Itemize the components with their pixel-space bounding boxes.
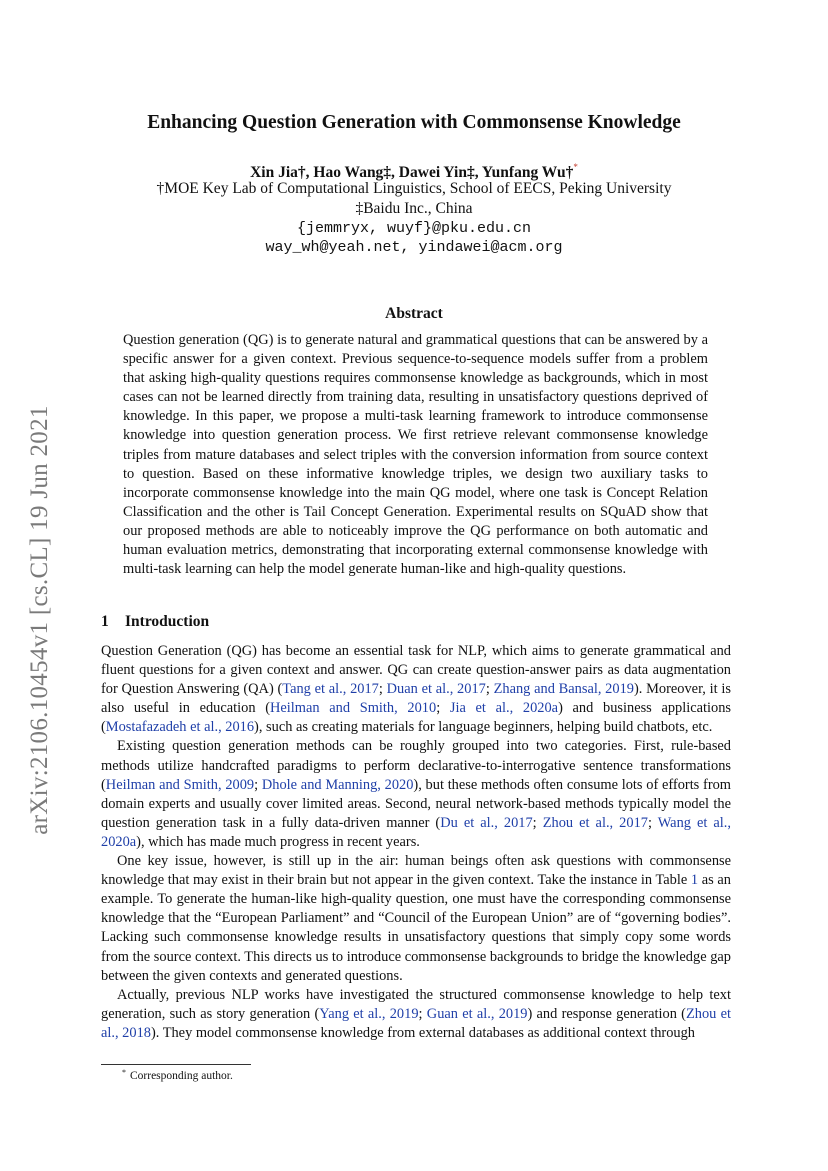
citation-link[interactable]: Zhang and Bansal, 2019 <box>493 681 634 698</box>
paragraph-text: Question Generation (QG) has become an essential task for NLP, which aims to generate grammatical and fluent questions for a given context and answer. QG can create question-answer pairs as data augmentation for Question Answering (QA) ( <box>101 643 731 698</box>
abstract-heading: Abstract <box>385 305 443 322</box>
paragraph-text: ) and business applications ( <box>101 700 731 736</box>
author-names: Xin Jia†, Hao Wang‡, Dawei Yin‡, Yunfang Wu† <box>250 164 574 181</box>
author-list <box>0 162 828 182</box>
footnote-text: Corresponding author. <box>130 1070 233 1082</box>
paragraph-text: as an example. To generate the human-like high-quality question, one must have the corresponding commonsense knowledge that the “European Parliament” and “Council of the European Union” are of “governing bodies”. Lacking such commonsense knowledge results in unsatisfactory questions that simply copy some words from the source context. This directs us to introduce commonsense backgrounds to bridge the knowledge gap between the given contexts and generated questions. <box>101 872 731 984</box>
introduction-body <box>101 642 731 1043</box>
citation-link[interactable]: Heilman and Smith, 2009 <box>105 776 255 793</box>
citation-link[interactable]: Zhou et al., 2017 <box>542 814 648 831</box>
paragraph-text: ) and response generation ( <box>527 1005 686 1022</box>
citation-link[interactable]: Wang et al., 2020a <box>101 814 731 850</box>
affiliation-baidu: ‡Baidu Inc., China <box>355 200 473 217</box>
email-line-2: way_wh@yeah.net, yindawei@acm.org <box>265 239 563 256</box>
citation-link[interactable]: 1 <box>690 872 699 889</box>
email-line-1: {jemmryx, wuyf}@pku.edu.cn <box>296 220 532 237</box>
footnote <box>122 1068 233 1082</box>
paragraph-text: ; <box>485 681 494 698</box>
paragraph-text: ; <box>532 814 543 831</box>
paragraph-text: ). Moreover, it is also useful in education ( <box>101 681 731 717</box>
paragraph-text: ; <box>254 776 262 793</box>
paragraph-text: Actually, previous NLP works have investigated the structured commonsense knowledge to help text generation, such as story generation ( <box>101 986 731 1022</box>
paper-title: Enhancing Question Generation with Commonsense Knowledge <box>147 112 681 133</box>
intro-paragraph <box>101 642 731 737</box>
paragraph-text: One key issue, however, is still up in the air: human beings often ask questions with commonsense knowledge that may exist in their brain but not appear in the given context. Take the instance in Table <box>101 853 731 889</box>
citation-link[interactable]: Heilman and Smith, 2010 <box>270 700 437 717</box>
intro-paragraph <box>101 737 731 852</box>
footnote-rule <box>101 1064 251 1065</box>
intro-paragraph <box>101 852 731 986</box>
paragraph-text: ). They model commonsense knowledge from external databases as additional context through <box>150 1024 695 1041</box>
paragraph-text: Existing question generation methods can be roughly grouped into two categories. First, rule-based methods utilize handcrafted paradigms to perform declarative-to-interrogative sentence transformations ( <box>101 738 731 793</box>
arxiv-identifier-text: arXiv:2106.10454v1 [cs.CL] 19 Jun 2021 <box>26 405 53 835</box>
paragraph-text: ), but these methods often consume lots of efforts from domain experts and usually cover limited areas. Second, neural network-based methods typically model the question generation task in a fully data-driven manner ( <box>101 776 732 831</box>
citation-link[interactable]: Guan et al., 2019 <box>426 1005 528 1022</box>
paragraph-text: ; <box>436 700 450 717</box>
citation-link[interactable]: Tang et al., 2017 <box>282 681 379 698</box>
abstract-text: Question generation (QG) is to generate natural and grammatical questions that can be answered by a specific answer for a given context. Previous sequence-to-sequence models suffer from a problem that asking high-quality questions requires commonsense knowledge as backgrounds, which in most cases can not be learned directly from training data, resulting in unsatisfactory questions deprived of knowledge. In this paper, we propose a multi-task learning framework to introduce commonsense knowledge into question generation process. We first retrieve relevant commonsense knowledge triples from mature databases and select triples with the conversion information from source context to question. Based on these informative knowledge triples, we design two auxiliary tasks to incorporate commonsense knowledge into the main QG model, where one task is Concept Relation Classification and the other is Tail Concept Generation. Experimental results on SQuAD show that our proposed methods are able to noticeably improve the QG performance on both automatic and human evaluation metrics, demonstrating that incorporating external commonsense knowledge with multi-task learning can help the model generate human-like and high-quality questions. <box>123 332 708 578</box>
intro-paragraph <box>101 986 731 1043</box>
section-heading <box>101 613 209 631</box>
paragraph-text: ; <box>418 1005 427 1022</box>
paragraph-text: ), such as creating materials for language beginners, helping build chatbots, etc. <box>254 719 713 736</box>
citation-link[interactable]: Yang et al., 2019 <box>319 1005 419 1022</box>
paragraph-text: ; <box>378 681 387 698</box>
citation-link[interactable]: Jia et al., 2020a <box>449 700 559 717</box>
section-number: 1 <box>101 613 109 630</box>
citation-link[interactable]: Dhole and Manning, 2020 <box>261 776 414 793</box>
arxiv-identifier <box>22 370 58 870</box>
citation-link[interactable]: Zhou et al., 2018 <box>101 1005 731 1041</box>
affiliation-pku: †MOE Key Lab of Computational Linguistics, School of EECS, Peking University <box>156 180 672 197</box>
citation-link[interactable]: Du et al., 2017 <box>440 814 533 831</box>
citation-link[interactable]: Duan et al., 2017 <box>386 681 486 698</box>
section-title: Introduction <box>125 613 210 630</box>
paragraph-text: ), which has made much progress in recent years. <box>136 833 420 850</box>
citation-link[interactable]: Mostafazadeh et al., 2016 <box>105 719 255 736</box>
footnote-mark: * <box>122 1068 126 1077</box>
paragraph-text: ; <box>647 814 658 831</box>
corresponding-author-mark: * <box>573 162 578 172</box>
